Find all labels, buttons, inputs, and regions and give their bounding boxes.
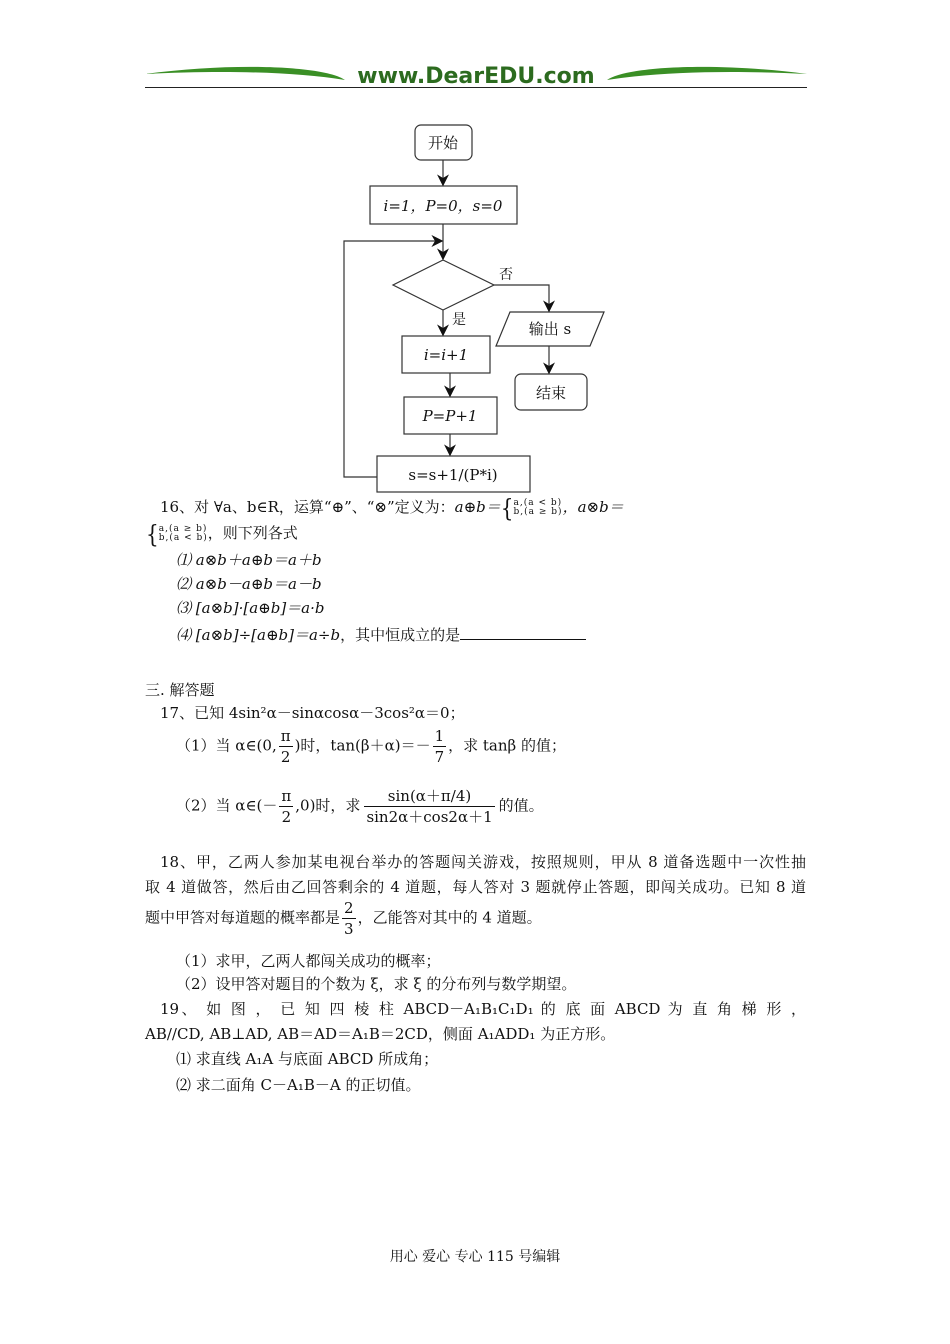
q17-p2-frac-num: π [281,787,292,805]
start-label: 开始 [427,134,459,152]
q18-line3 [145,898,542,939]
q16-item3: ⑶ [a⊗b]·[a⊕b]＝a·b [176,599,325,617]
q17-p2-frac-den: 2 [281,808,292,826]
q17-p2-c: 的值。 [498,796,544,815]
no-label: 否 [499,267,513,283]
step-p-label: P=P+1 [422,407,478,425]
q16-item4 [176,624,586,646]
left-swoosh [145,67,345,80]
q17-p2-big-num: sin(α＋π/4) [364,786,494,807]
step-i-label: i=i+1 [423,346,469,364]
q16-piece-times-1: a,(a ≥ b) [158,524,208,534]
q16-piece-plus-2: b,(a ≥ b) [513,507,563,517]
q16-item2: ⑵ a⊗b－a⊕b＝a－b [176,575,322,593]
q19-line1: 19、 如 图 ， 已 知 四 棱 柱 ABCD－A₁B₁C₁D₁ 的 底 面 ABCD 为 直 角 梯 形 ， [160,1000,806,1018]
q16-item4-tail: ，其中恒成立的是 [340,626,461,644]
q17-part1 [176,726,566,767]
q16-item4-expr: ⑷ [a⊗b]÷[a⊕b]＝a÷b [176,626,341,644]
output-label: 输出 s [528,320,572,338]
footer-text: 用心 爱心 专心 115 号编辑 [389,1249,561,1265]
q17-p2-big-den: sin2α＋cos2α＋1 [366,808,493,826]
header-divider [145,87,807,88]
end-label: 结束 [535,384,567,402]
q17-p2-frac [279,786,293,827]
q16-item1: ⑴ a⊗b＋a⊕b＝a＋b [176,551,322,569]
q17-p1-frac-den: 2 [280,748,291,766]
q16-brace-times: { [146,519,159,549]
q16-piece-times [159,525,208,543]
q17-p2-a: （2）当 α∈(－ [176,796,278,815]
q18-line2: 取 4 道做答，然后由乙回答剩余的 4 道题，每人答对 3 题就停止答题，即闯关成功。已知 8 道 [145,878,806,896]
q16-def-plus: a⊕b＝ [454,498,501,516]
q16-intro: 对 ∀a、b∈R，运算“⊕”、“⊗”定义为： [194,498,455,516]
q17-p1-frac-num: π [280,727,291,745]
q16-line2 [146,519,298,549]
q18-frac-den: 3 [344,920,354,938]
q18-line3-b: ，乙能答对其中的 4 道题。 [357,908,542,927]
q18-line1: 18、甲，乙两人参加某电视台举办的答题闯关游戏，按照规则，甲从 8 道备选题中一次性抽 [160,853,806,871]
q18-frac-num: 2 [344,899,354,917]
init-label: i=1，P=0，s=0 [383,197,503,215]
q16-line1 [160,493,624,523]
q16-piece-plus [514,499,563,517]
q16-tail: ，则下列各式 [207,524,298,542]
arrow-no [494,285,549,310]
q17-p1-c: ，求 tanβ 的值； [448,736,566,755]
q18-sub2: （2）设甲答对题目的个数为 ξ，求 ξ 的分布列与数学期望。 [176,975,577,993]
q17-part2 [176,786,544,827]
q19-sub2: ⑵ 求二面角 C－A₁B－A 的正切值。 [176,1076,421,1094]
logo-text: www.DearEDU.com [357,64,595,89]
q18-frac [342,898,356,939]
q17-p1-frac2 [433,726,447,767]
q18-sub1: （1）求甲，乙两人都闯关成功的概率； [176,952,441,970]
q17-p1-frac2-den: 7 [434,748,445,766]
q16-brace-plus: { [500,493,514,523]
q16-def-times: ，a⊗b＝ [562,498,624,516]
q19-sub1: ⑴ 求直线 A₁A 与底面 ABCD 所成角； [176,1050,439,1068]
yes-label: 是 [452,312,466,328]
q17-p1-b: )时，tan(β＋α)＝－ [294,736,431,755]
q16-number: 16、 [160,498,195,516]
section3-title: 三. 解答题 [145,681,215,699]
decision-diamond [393,260,494,310]
q16-piece-times-2: b,(a < b) [158,533,208,543]
q17-p2-b: ,0)时，求 [295,796,361,815]
q17-p1-a: （1）当 α∈(0, [176,736,277,755]
q16-piece-plus-1: a,(a < b) [513,498,563,508]
q19-line2: AB//CD, AB⊥AD, AB＝AD＝A₁B＝2CD，侧面 A₁ADD₁ 为正方形。 [145,1025,616,1043]
q18-line3-a: 题中甲答对每道题的概率都是 [145,908,341,927]
q16-answer-blank[interactable] [460,625,586,640]
q17-p2-big-frac [364,786,494,827]
flowchart [330,118,620,498]
q17-p1-frac [279,726,293,767]
q17-stem: 17、已知 4sin²α－sinαcosα－3cos²α＝0； [160,704,465,722]
right-swoosh [607,67,807,80]
q17-p1-frac2-num: 1 [434,727,445,745]
step-s-label: s=s+1/(P*i) [408,466,498,484]
